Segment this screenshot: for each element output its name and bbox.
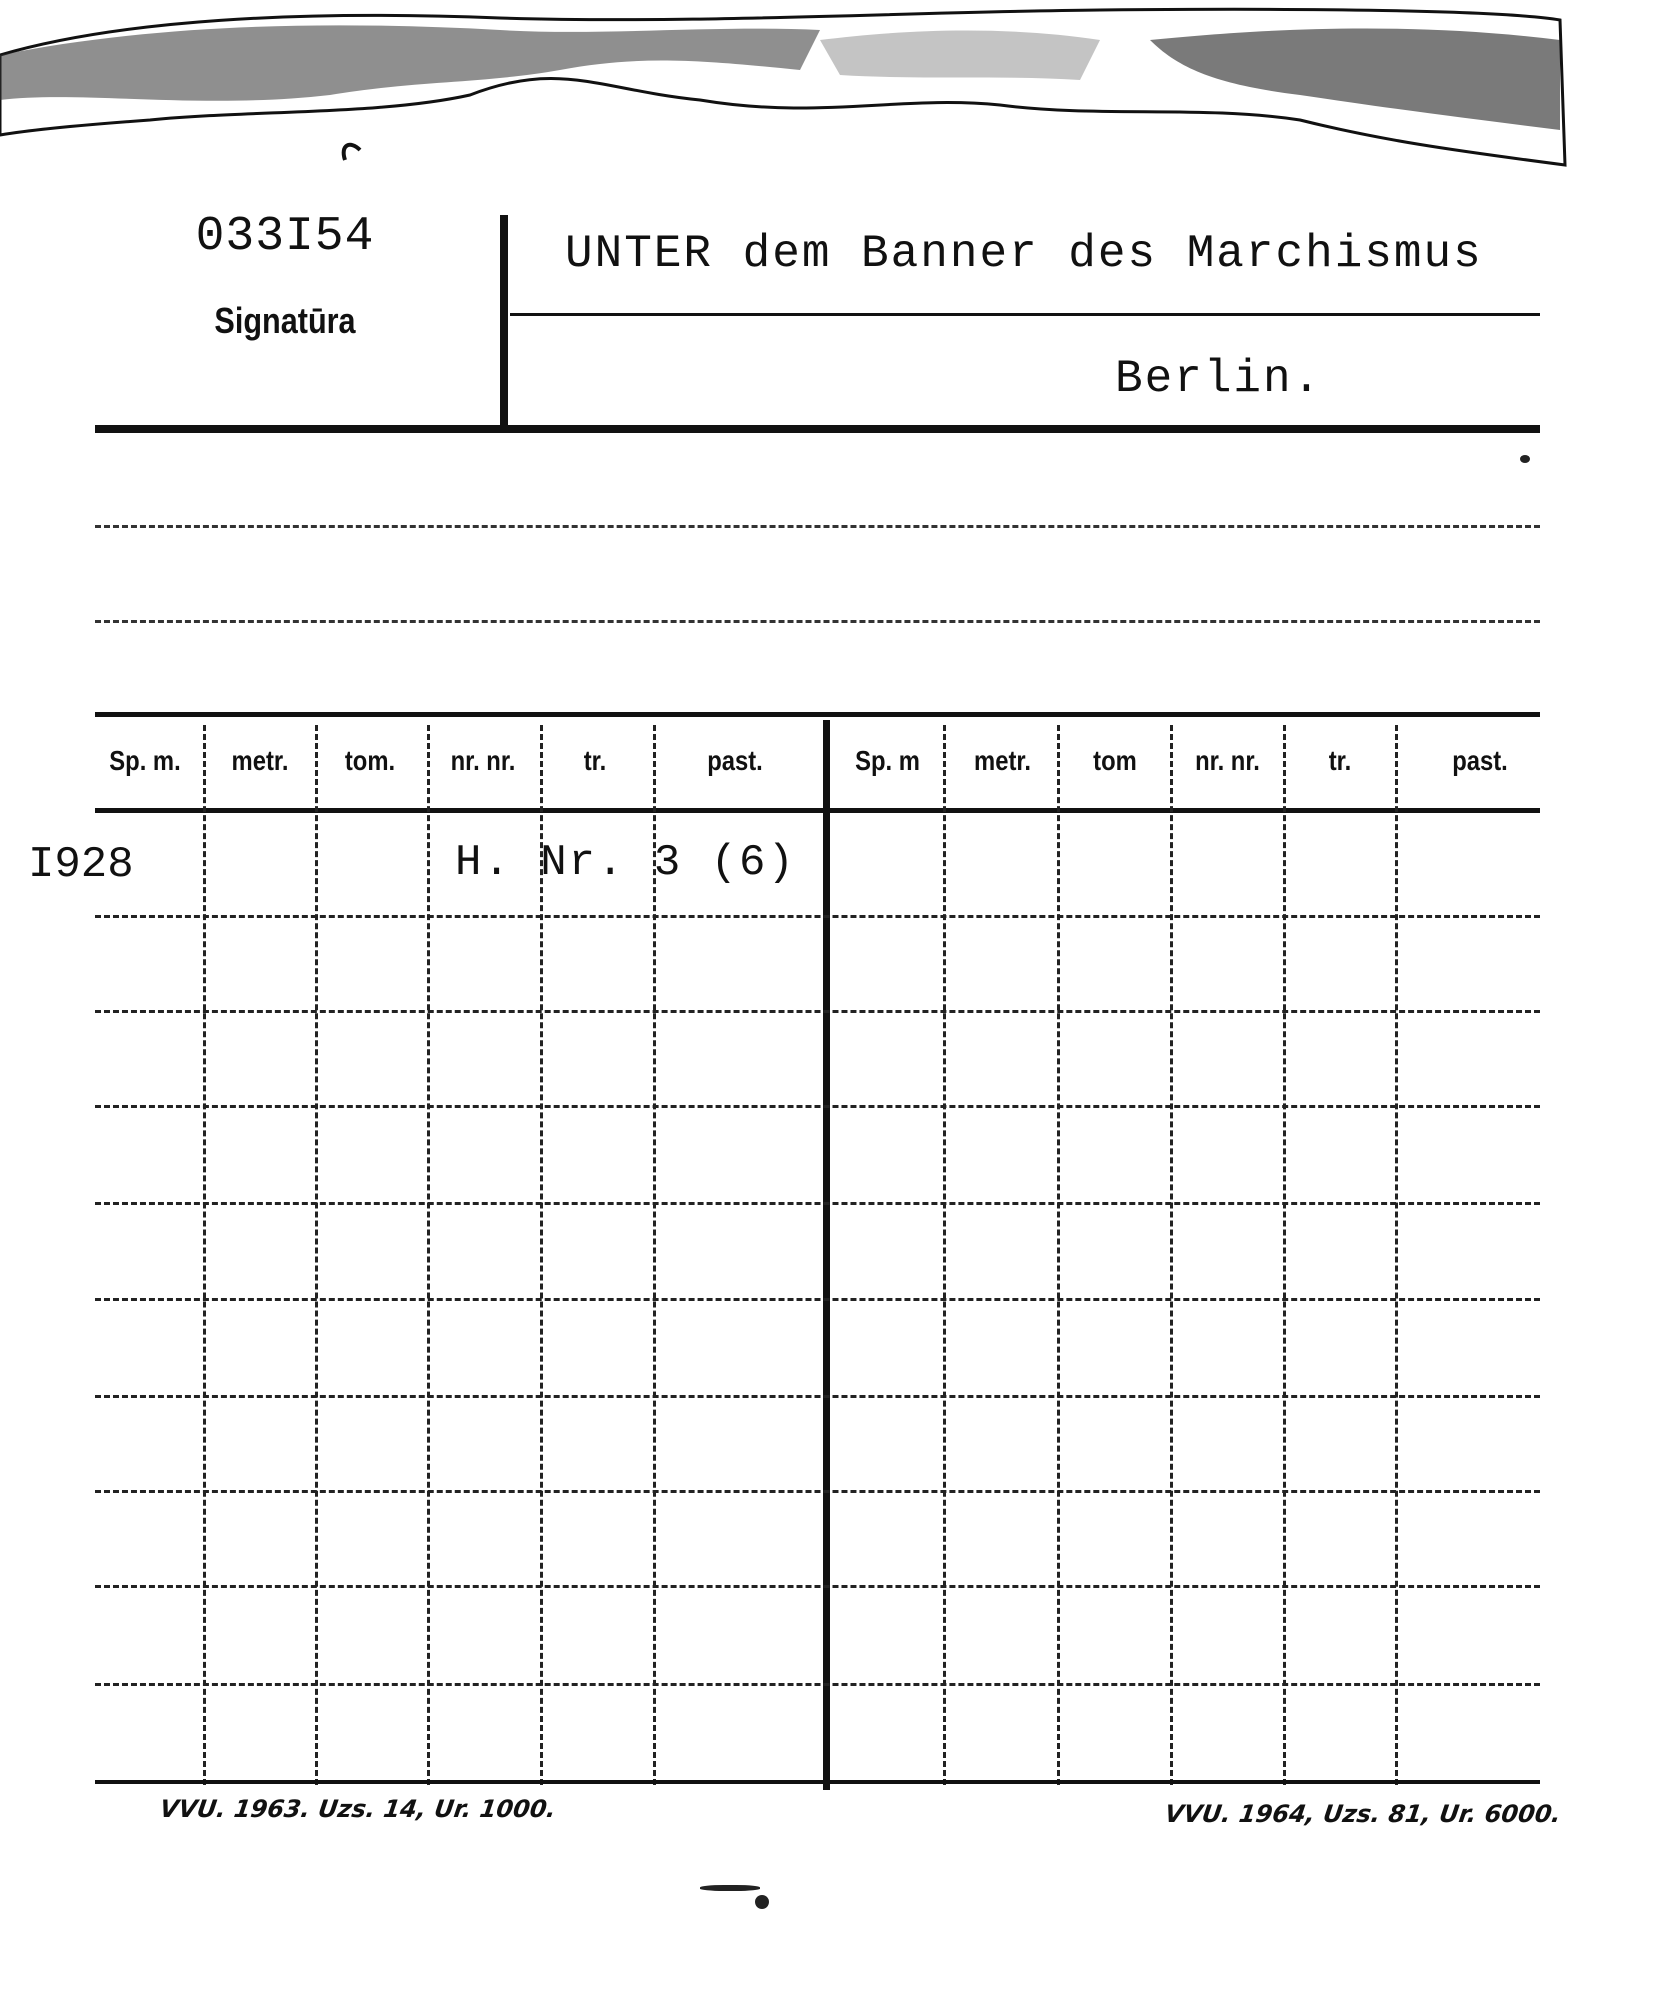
blank-line-1 — [95, 525, 1540, 530]
scan-speck — [755, 1895, 769, 1909]
publication-title: UNTER dem Banner des Marchismus — [565, 228, 1483, 280]
row-year: I928 — [28, 840, 134, 890]
row-divider — [95, 1298, 1540, 1301]
col-header-left-past: past. — [707, 745, 763, 776]
row-divider — [95, 1585, 1540, 1588]
col-header-left-metr: metr. — [231, 745, 289, 776]
blank-line-2 — [95, 620, 1540, 625]
footnote-left: VVU. 1963. Uzs. 14, Ur. 1000. — [158, 1795, 558, 1823]
torn-paper-edge — [0, 0, 1600, 170]
col-divider — [1283, 725, 1286, 1785]
col-header-right-tom: tom — [1093, 745, 1137, 776]
header-bottom-rule — [95, 425, 1540, 433]
row-issue: H. Nr. 3 (6) — [455, 838, 796, 888]
col-divider — [1170, 725, 1173, 1785]
scan-speck — [1520, 455, 1530, 463]
header-divider — [500, 215, 508, 430]
col-header-right-past: past. — [1452, 745, 1508, 776]
col-header-right-nr: nr. nr. — [1195, 745, 1260, 776]
col-header-left-sp-m: Sp. m. — [109, 745, 181, 776]
row-divider — [95, 1683, 1540, 1686]
col-divider — [427, 725, 430, 1785]
center-divider — [823, 720, 830, 1790]
title-underline — [510, 313, 1540, 316]
scan-speck — [700, 1885, 760, 1891]
publication-city: Berlin. — [1115, 353, 1323, 405]
col-header-right-tr: tr. — [1328, 745, 1352, 776]
col-divider — [203, 725, 206, 1785]
footnote-right: VVU. 1964, Uzs. 81, Ur. 6000. — [1163, 1800, 1563, 1828]
col-header-left-nr: nr. nr. — [450, 745, 516, 776]
row-divider — [95, 1202, 1540, 1205]
col-header-right-metr: metr. — [974, 745, 1031, 776]
col-header-left-tr: tr. — [583, 745, 607, 776]
col-header-right-sp-m: Sp. m — [855, 745, 920, 776]
col-divider — [1057, 725, 1060, 1785]
table-bottom-rule — [95, 1780, 1540, 1784]
row-divider — [95, 1010, 1540, 1013]
signature-label: Signatūra — [214, 300, 356, 341]
col-header-left-tom: tom. — [344, 745, 396, 776]
row-divider — [95, 915, 1540, 918]
col-divider — [315, 725, 318, 1785]
holdings-table — [95, 705, 1540, 1810]
col-divider — [943, 725, 946, 1785]
signature-number: 033I54 — [195, 210, 375, 264]
row-divider — [95, 1105, 1540, 1108]
row-divider — [95, 1395, 1540, 1398]
row-divider — [95, 1490, 1540, 1493]
col-divider — [1395, 725, 1398, 1785]
